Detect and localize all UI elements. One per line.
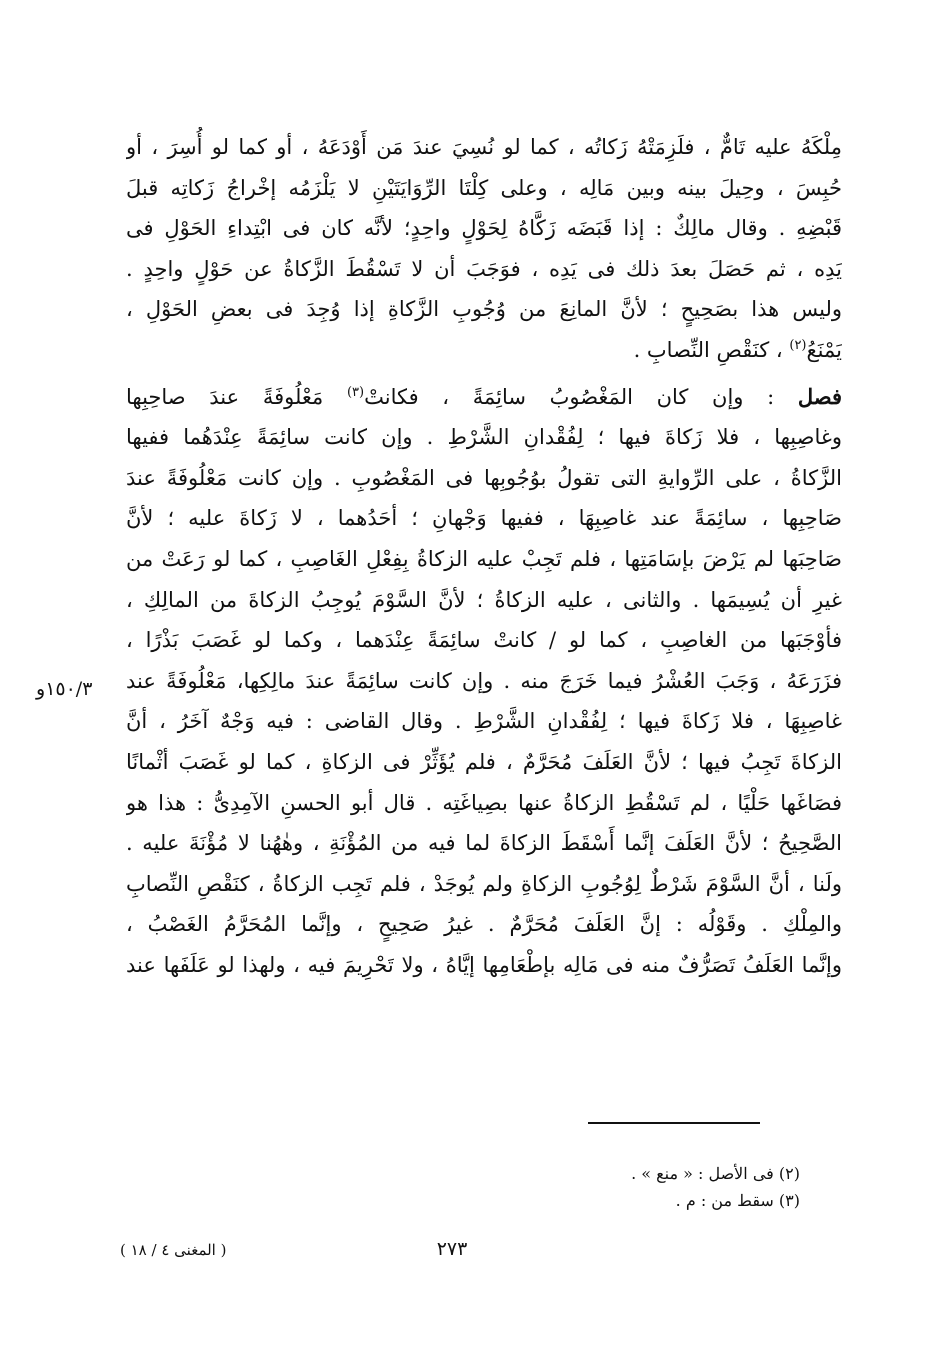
footnotes <box>631 1160 800 1214</box>
text-line: الزكاةَ تَجِبُ فيها ؛ لأنَّ العَلَفَ مُحَرَّمٌ ، فلم يُؤَثِّرْ فى الزكاةِ ، كما لو غَصَبَ أثْمانًا <box>126 749 842 774</box>
paragraph-continuation <box>126 127 842 371</box>
text-line: حُبِسَ ، وحِيلَ بينه وبين مَالِه ، وعلى كِلْتَا الرِّوَايَتَيْنِ لا يَلْزَمُه إخْراجُ زَكاتِه قبلَ <box>126 175 842 200</box>
text-line: الصَّحِيحُ ؛ لأنَّ العَلَفَ إنَّما أَسْقَطَ الزكاةَ لما فيه من المُؤْنَةِ ، وهٰهُنا لا مُؤْنَةَ عليه . <box>126 831 842 856</box>
text-fragment: : وإن كان المَغْصُوبُ سائِمَةً ، فكانتْ <box>364 384 798 409</box>
text-line: يَدِه ، ثم حَصَلَ بعدَ ذلك فى يَدِه ، فوَجَبَ أن لا تَسْقُطَ الزَّكاةُ عن حَوْلٍ واحِدٍ . <box>126 256 842 281</box>
page-number: ٢٧٣ <box>436 1238 468 1260</box>
text-line: والمِلْكِ . وقَوْلُه : إنَّ العَلَفَ مُحَرَّمٌ . غيرُ صَحِيحٍ ، وإنَّما المُحَرَّمُ الغَصْبُ ، <box>126 912 842 937</box>
text-fragment: يَمْنَعُ <box>806 337 842 362</box>
text-line: فصَاغَها حَلْيًا ، لم تَسْقُطِ الزكاةُ عنها بصِياغَتِه . قال أبو الحسنِ الآمِدِىُّ : هذا هو <box>126 790 842 815</box>
main-text <box>126 127 842 985</box>
footnote-divider <box>588 1122 760 1124</box>
section-heading: فصل <box>797 383 842 409</box>
footnote: (٢) فى الأصل : « منع » . <box>631 1164 800 1183</box>
text-line: وغاصِبِها ، فلا زَكاةَ فيها ؛ لِفُقْدانِ الشَّرْطِ . وإن كانت سائِمَةً عِنْدَهُما ففيها <box>126 425 842 450</box>
text-line-last <box>126 330 842 371</box>
paragraph-fasl <box>126 377 842 986</box>
text-fragment: مَعْلُوفَةً عندَ صاحِبِها <box>126 384 347 409</box>
footnote-marker: (٣) <box>346 384 365 400</box>
text-line: ولَنا ، أنَّ السَّوْمَ شَرْطٌ لِوُجُوبِ الزكاةِ ولم يُوجَدْ ، فلم تَجِب الزكاةُ ، كنَقْصِ النِّصابِ <box>126 871 842 896</box>
text-line: وليس هذا بصَحِيحٍ ؛ لأنَّ المانِعَ من وُجُوبِ الزَّكاةِ إذا وُجِدَ فى بعضِ الحَوْلِ ، <box>126 297 842 322</box>
text-line: غاصِبِهَا ، فلا زَكاةَ فيها ؛ لِفُقْدانِ الشَّرْطِ . وقال القاضى : فيه وَجْهٌ آخَرُ ، أنَّ <box>126 709 842 734</box>
footnote: (٣) سقط من : م . <box>675 1191 800 1210</box>
text-line: صَاحِبِها ، سائِمَةً عند غاصِبِهَا ، ففيها وَجْهانِ ؛ أحَدُهما ، لا زَكاةَ عليه ؛ لأنَّ <box>126 506 842 531</box>
text-line-first <box>126 377 842 418</box>
margin-folio-note: ١٥٠/٣و <box>36 678 93 700</box>
text-line: صَاحِبَها لم يَرْضَ بإسَامَتِها ، فلم تَجِبْ عليه الزكاةُ بِفِعْلِ الغَاصِبِ ، كما لو رَعَتْ من <box>126 546 842 571</box>
volume-reference: ( المغنى ٤ / ١٨ ) <box>120 1241 227 1259</box>
text-line: مِلْكَهُ عليه تَامٌّ ، فلَزِمَتْهُ زَكاتُه ، كما لو نُسِيَ عندَ مَن أَوْدَعَهُ ، أو كما لو أُسِرَ ، أو <box>126 135 842 159</box>
text-line: غيرِ أن يُسِيمَها . والثانى ، عليه الزكاةُ ؛ لأنَّ السَّوْمَ يُوجِبُ الزكاةَ من المالِكِ ، <box>126 587 842 612</box>
footnote-marker: (٢) <box>789 337 807 353</box>
text-line: الزَّكاةُ ، على الرِّوايةِ التى تقولُ بوُجُوبِها فى المَغْصُوبِ . وإن كانت مَعْلُوفَةً عندَ <box>126 465 842 490</box>
text-fragment: ، كنَقْصِ النِّصابِ . <box>633 337 790 362</box>
text-line: وإنَّما العَلَفُ تَصَرُّفٌ منه فى مَالِه بإطْعَامِها إيَّاهُ ، ولا تَحْرِيمَ فيه ، ولهذا لو عَلَفَها عند <box>126 952 842 977</box>
text-line: فزَرَعَهُ ، وَجَبَ العُشْرُ فيما خَرَجَ منه . وإن كانت سائِمَةً عندَ مالِكِها، مَعْلُوفَةً عند <box>126 668 842 693</box>
text-line: فأوْجَبَها من الغاصِبِ ، كما لو / كانتْ سائِمَةً عِنْدَهما ، وكما لو غَصَبَ بَذْرًا ، <box>126 628 842 653</box>
text-line: قَبْضِهِ . وقال مالِكٌ : إذا قَبَضَه زَكَّاهُ لِحَوْلٍ واحِدٍ؛ لأنَّه كان فى ابْتِداءِ الحَوْلِ فى <box>126 216 842 241</box>
